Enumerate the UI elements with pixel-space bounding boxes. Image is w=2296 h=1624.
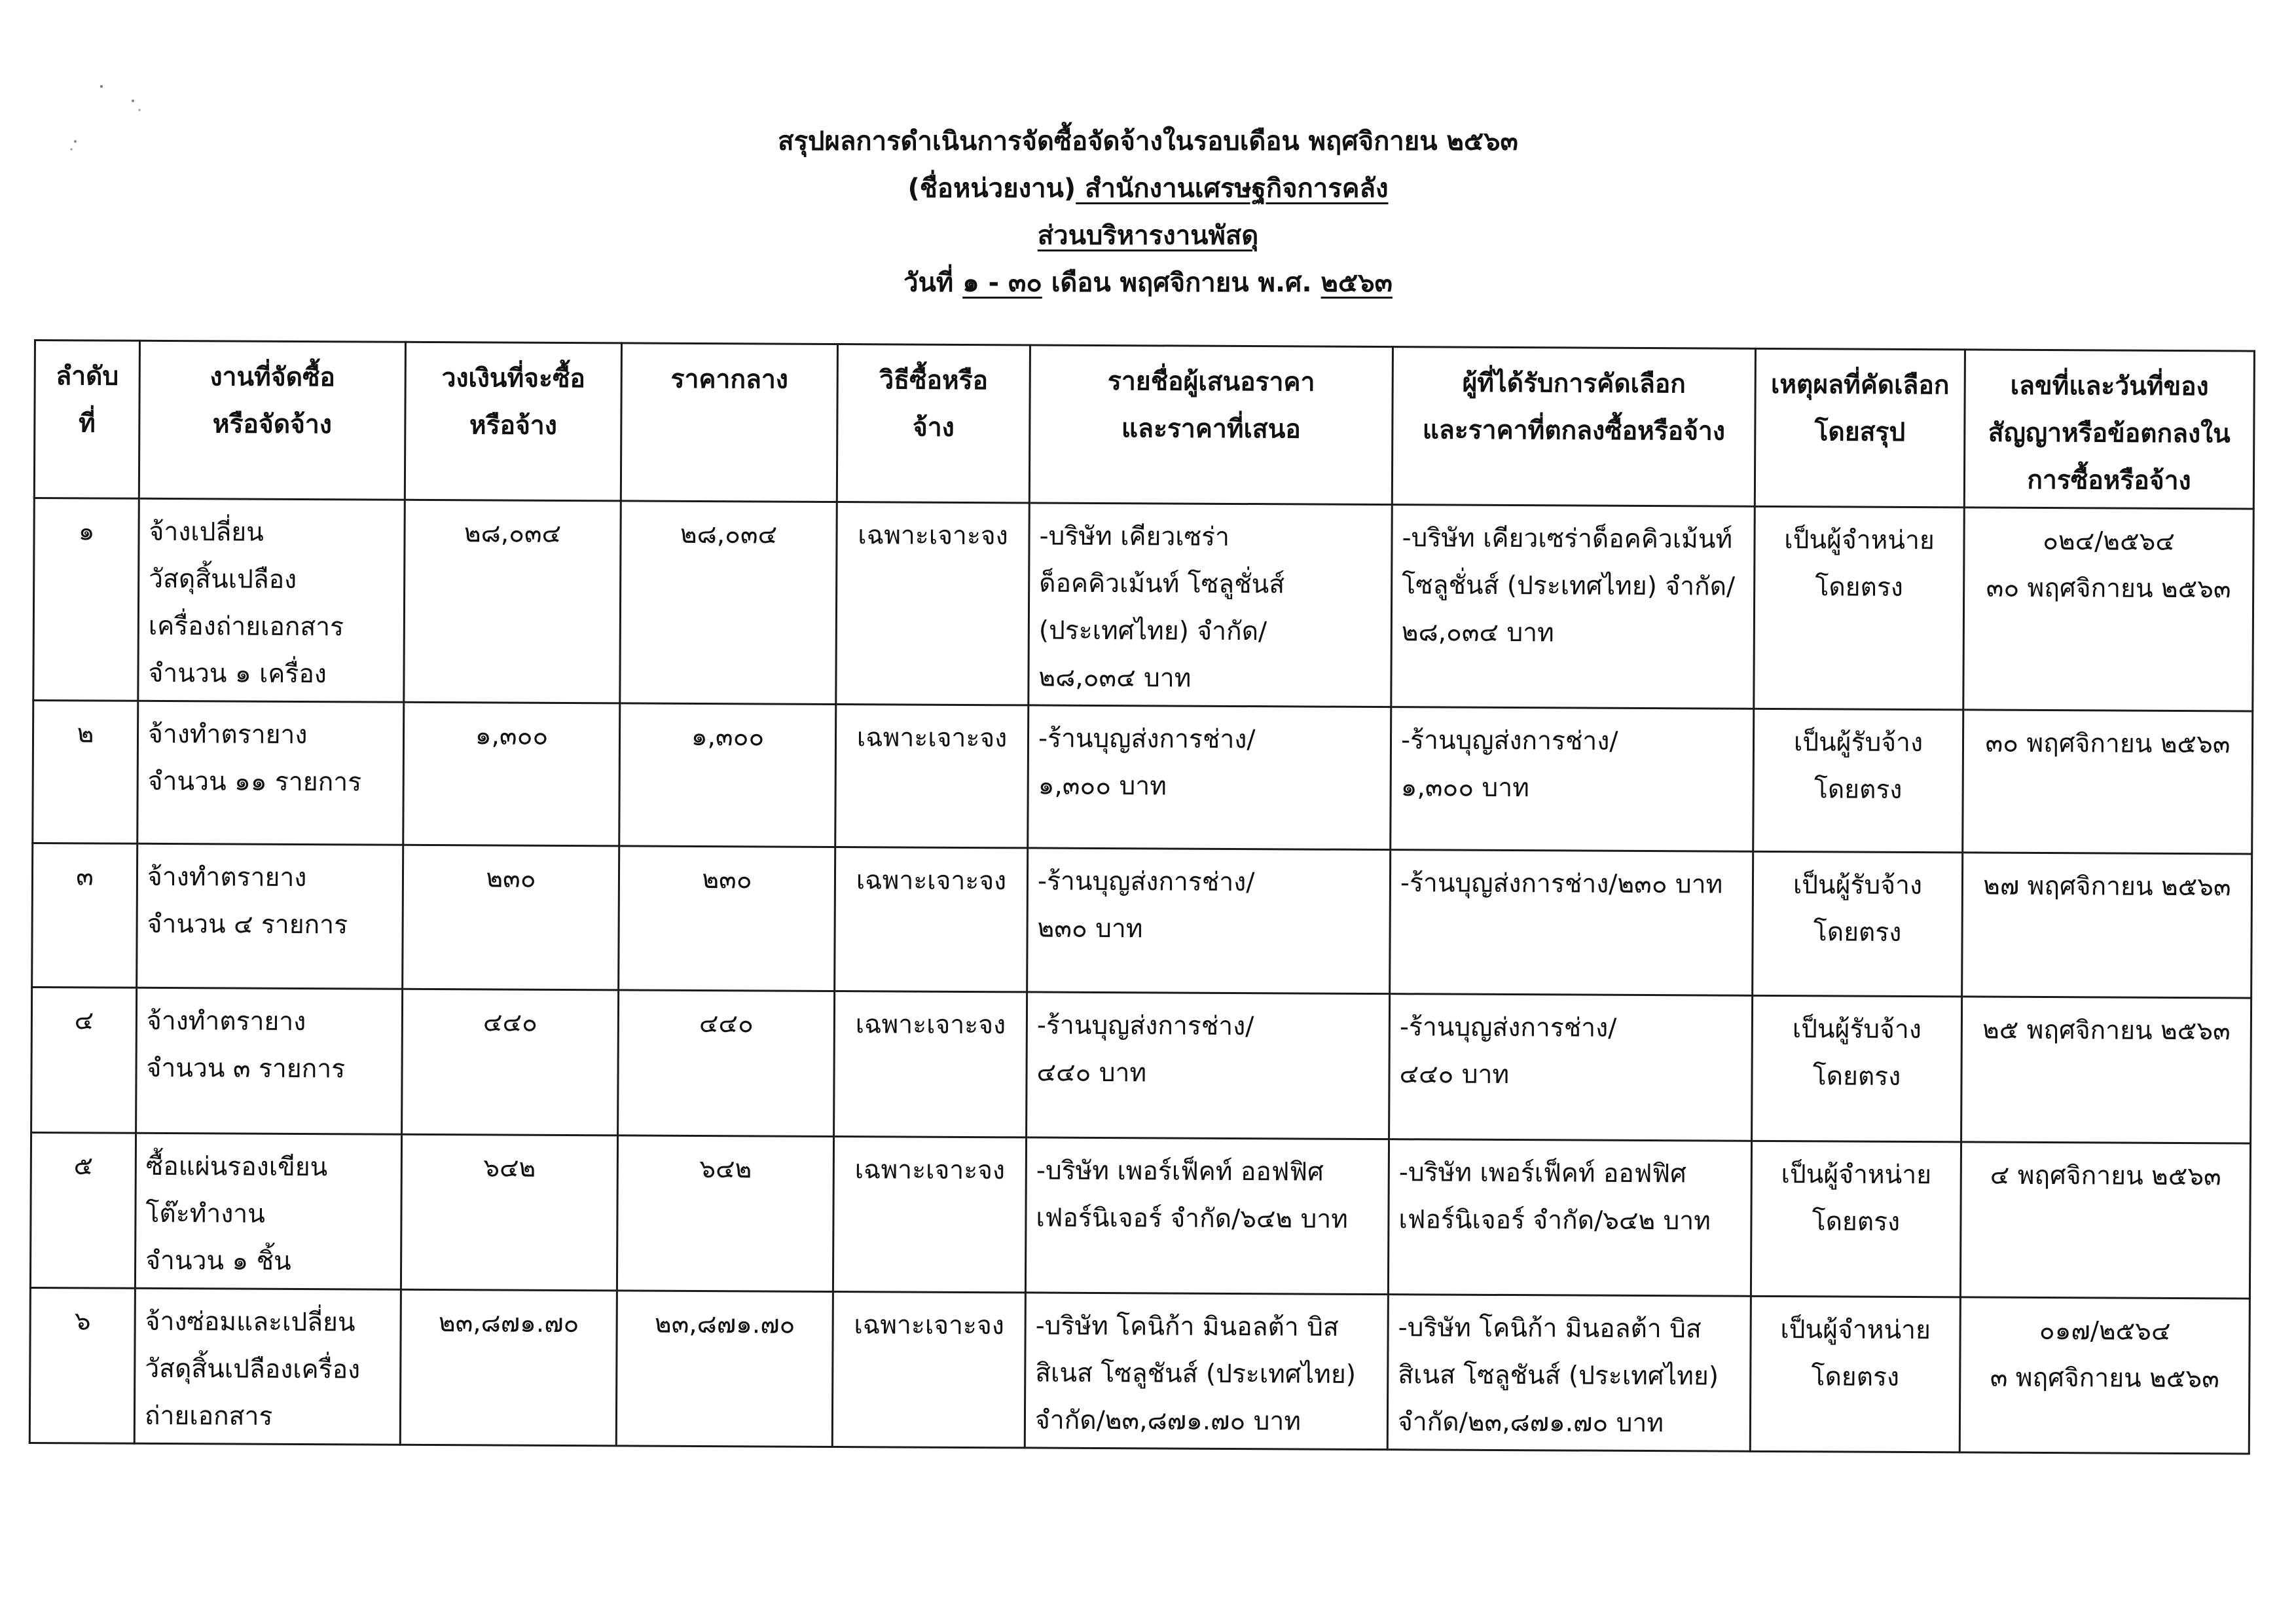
cell-budget: ๑,๓๐๐: [403, 702, 620, 846]
cell-bidders: -บริษัท เพอร์เฟ็คท์ ออฟฟิศ เฟอร์นิเจอร์ จำกัด/๖๔๒ บาท: [1025, 1137, 1389, 1295]
cell-median-price: ๒๘,๐๓๔: [620, 501, 837, 705]
cell-method: เฉพาะเจาะจง: [833, 1136, 1026, 1292]
cell-method: เฉพาะเจาะจง: [835, 847, 1028, 991]
cell-selected: -ร้านบุญส่งการช่าง/๒๓๐ บาท: [1390, 850, 1753, 996]
cell-method: เฉพาะเจาะจง: [835, 704, 1029, 847]
cell-reason: เป็นผู้จำหน่าย โดยตรง: [1751, 1141, 1961, 1297]
cell-method: เฉพาะเจาะจง: [836, 502, 1030, 705]
cell-selected: -บริษัท โคนิก้า มินอลต้า บิส สิเนส โซลูชันส์ (ประเทศไทย) จำกัด/๒๓,๘๗๑.๗๐ บาท: [1387, 1295, 1751, 1452]
date-year: ๒๕๖๓: [1321, 268, 1393, 298]
cell-median-price: ๔๔๐: [618, 990, 835, 1137]
table-row: [33, 701, 2253, 855]
cell-task: จ้างทำตรายาง จำนวน ๓ รายการ: [136, 987, 403, 1134]
procurement-table-wrapper: [29, 339, 2253, 1455]
cell-no: ๓: [32, 843, 137, 987]
cell-task: ซื้อแผ่นรองเขียน โต๊ะทำงาน จำนวน ๑ ชิ้น: [135, 1133, 401, 1289]
cell-contract: ๐๑๗/๒๕๖๔ ๓ พฤศจิกายน ๒๕๖๓: [1959, 1297, 2250, 1454]
division-name: ส่วนบริหารงานพัสดุ: [1037, 221, 1259, 251]
date-range: ๑ - ๓๐: [962, 268, 1042, 298]
cell-bidders: -บริษัท โคนิก้า มินอลต้า บิส สิเนส โซลูชันส์ (ประเทศไทย) จำกัด/๒๓,๘๗๑.๗๐ บาท: [1025, 1293, 1388, 1450]
cell-no: ๑: [33, 498, 139, 701]
cell-task: จ้างทำตรายาง จำนวน ๔ รายการ: [137, 843, 403, 989]
date-label: วันที่: [903, 268, 963, 298]
cell-contract: ๔ พฤศจิกายน ๒๕๖๓: [1960, 1142, 2250, 1299]
cell-reason: เป็นผู้จำหน่าย โดยตรง: [1750, 1296, 1960, 1452]
col-header-task: งานที่จัดซื้อ หรือจัดจ้าง: [139, 341, 405, 500]
cell-no: ๒: [33, 701, 138, 844]
org-name: สำนักงานเศรษฐกิจการคลัง: [1076, 174, 1389, 204]
heading-division: [0, 212, 2296, 259]
cell-bidders: -ร้านบุญส่งการช่าง/ ๑,๓๐๐ บาท: [1028, 705, 1391, 850]
cell-bidders: -ร้านบุญส่งการช่าง/ ๒๓๐ บาท: [1027, 848, 1391, 994]
heading-date-range: [0, 259, 2296, 306]
cell-reason: เป็นผู้รับจ้าง โดยตรง: [1753, 851, 1963, 997]
cell-bidders: -ร้านบุญส่งการช่าง/ ๔๔๐ บาท: [1027, 992, 1390, 1139]
table-row: [33, 498, 2253, 712]
cell-reason: เป็นผู้รับจ้าง โดยตรง: [1752, 995, 1962, 1142]
document-heading: [0, 118, 2296, 306]
cell-median-price: ๖๔๒: [617, 1135, 833, 1292]
col-header-budget: วงเงินที่จะซื้อ หรือจ้าง: [405, 342, 621, 501]
col-header-contract: เลขที่และวันที่ของ สัญญาหรือข้อตกลงใน การซื้อหรือจ้าง: [1964, 350, 2254, 509]
table-header-row: [34, 341, 2254, 509]
cell-median-price: ๒๓๐: [619, 846, 835, 991]
table-row: [30, 1132, 2250, 1299]
cell-contract: ๒๗ พฤศจิกายน ๒๕๖๓: [1962, 853, 2252, 998]
cell-selected: -ร้านบุญส่งการช่าง/ ๑,๓๐๐ บาท: [1391, 707, 1754, 852]
cell-task: จ้างซ่อมและเปลี่ยน วัสดุสิ้นเปลืองเครื่อง ถ่ายเอกสาร: [134, 1288, 401, 1445]
cell-budget: ๔๔๐: [402, 989, 619, 1135]
cell-task: จ้างทำตรายาง จำนวน ๑๑ รายการ: [137, 701, 404, 845]
cell-method: เฉพาะเจาะจง: [832, 1291, 1025, 1447]
cell-no: ๕: [30, 1132, 136, 1288]
col-header-selected: ผู้ที่ได้รับการคัดเลือก และราคาที่ตกลงซื้อหรือจ้าง: [1392, 347, 1755, 507]
cell-selected: -บริษัท เพอร์เฟ็คท์ ออฟฟิศ เฟอร์นิเจอร์ จำกัด/๖๔๒ บาท: [1388, 1139, 1751, 1297]
table-row: [29, 1287, 2250, 1454]
cell-task: จ้างเปลี่ยน วัสดุสิ้นเปลือง เครื่องถ่ายเอกสาร จำนวน ๑ เครื่อง: [138, 498, 405, 702]
cell-budget: ๒๓,๘๗๑.๗๐: [400, 1289, 617, 1446]
cell-no: ๔: [31, 987, 137, 1133]
table-body: [29, 498, 2253, 1454]
cell-median-price: ๑,๓๐๐: [619, 703, 836, 847]
cell-budget: ๖๔๒: [401, 1134, 617, 1291]
cell-selected: -บริษัท เคียวเซร่าด็อคคิวเม้นท์ โซลูชั่นส์ (ประเทศไทย) จำกัด/ ๒๘,๐๓๔ บาท: [1391, 505, 1755, 709]
cell-contract: ๐๒๔/๒๕๖๔ ๓๐ พฤศจิกายน ๒๕๖๓: [1963, 507, 2254, 711]
heading-title: สรุปผลการดำเนินการจัดซื้อจัดจ้างในรอบเดือน พฤศจิกายน ๒๕๖๓: [778, 126, 1518, 157]
cell-selected: -ร้านบุญส่งการช่าง/ ๔๔๐ บาท: [1389, 994, 1753, 1141]
cell-budget: ๒๓๐: [403, 845, 619, 990]
org-prefix: (ชื่อหน่วยงาน): [907, 174, 1076, 204]
cell-median-price: ๒๓,๘๗๑.๗๐: [616, 1291, 833, 1447]
table-header: [34, 341, 2254, 509]
table-row: [32, 843, 2252, 998]
cell-method: เฉพาะเจาะจง: [834, 991, 1027, 1137]
table-row: [31, 987, 2251, 1143]
cell-reason: เป็นผู้จำหน่าย โดยตรง: [1754, 506, 1965, 710]
col-header-bidders: รายชื่อผู้เสนอราคา และราคาที่เสนอ: [1029, 345, 1393, 505]
cell-contract: ๓๐ พฤศจิกายน ๒๕๖๓: [1963, 710, 2253, 854]
cell-budget: ๒๘,๐๓๔: [404, 500, 621, 703]
heading-organization: [0, 165, 2296, 212]
cell-bidders: -บริษัท เคียวเซร่า ด็อคคิวเม้นท์ โซลูชั่นส์ (ประเทศไทย) จำกัด/ ๒๘,๐๓๔ บาท: [1029, 503, 1393, 707]
cell-reason: เป็นผู้รับจ้าง โดยตรง: [1753, 709, 1963, 853]
month-label: เดือน พฤศจิกายน พ.ศ.: [1042, 268, 1321, 298]
procurement-table: [29, 339, 2255, 1455]
col-header-no: ลำดับ ที่: [34, 341, 139, 499]
cell-contract: ๒๕ พฤศจิกายน ๒๕๖๓: [1961, 997, 2251, 1143]
col-header-median-price: ราคากลาง: [621, 343, 837, 502]
col-header-reason: เหตุผลที่คัดเลือก โดยสรุป: [1755, 348, 1965, 507]
col-header-method: วิธีซื้อหรือ จ้าง: [837, 344, 1030, 502]
cell-no: ๖: [29, 1287, 135, 1443]
